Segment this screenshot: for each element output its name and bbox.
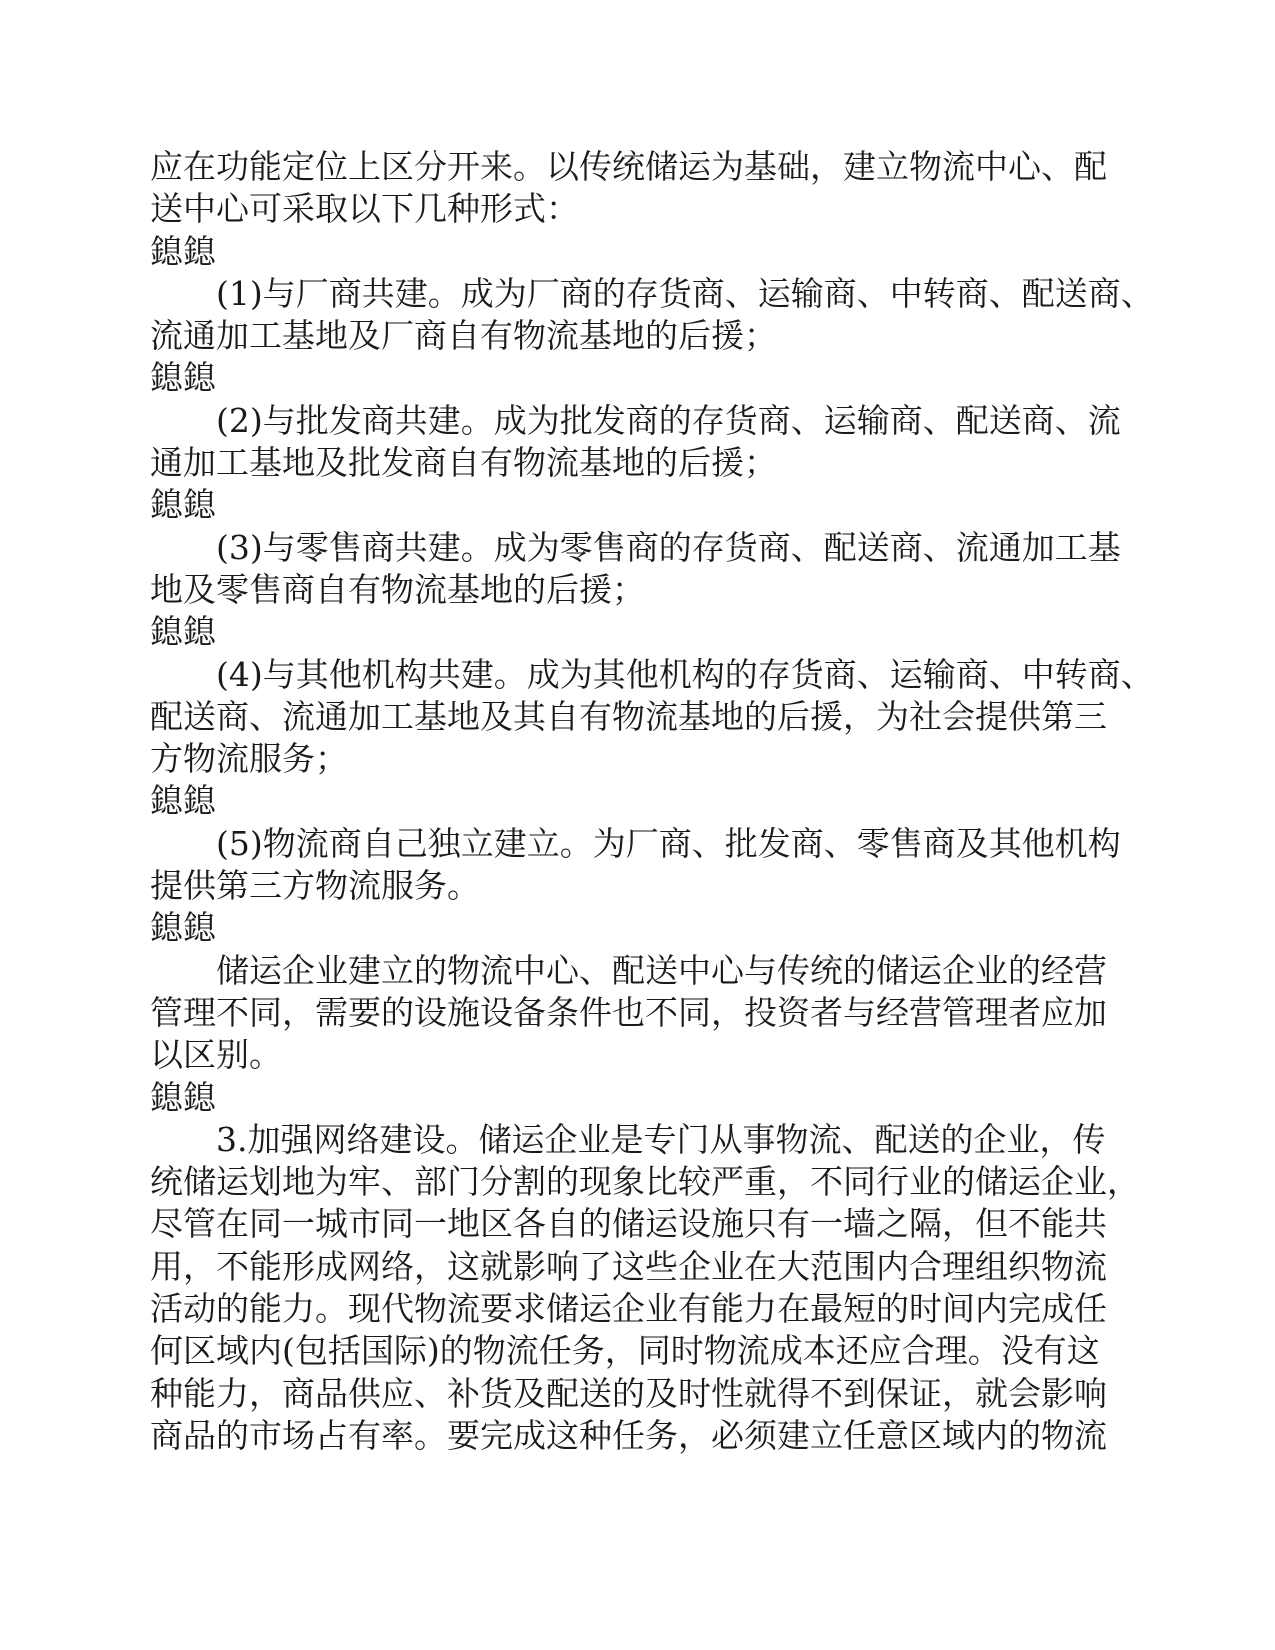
text-line: 应在功能定位上区分开来。以传统储运为基础，建立物流中心、配 bbox=[150, 147, 1107, 186]
text-line: 商品的市场占有率。要完成这种任务，必须建立任意区域内的物流 bbox=[150, 1415, 1107, 1455]
separator-line: 鎴鎴 bbox=[150, 1077, 216, 1117]
text-line: 种能力，商品供应、补货及配送的及时性就得不到保证，就会影响 bbox=[150, 1373, 1107, 1413]
separator-line: 鎴鎴 bbox=[150, 781, 216, 821]
text-line: 3.加强网络建设。储运企业是专门从事物流、配送的企业，传 bbox=[216, 1119, 1106, 1159]
separator-line: 鎴鎴 bbox=[150, 908, 216, 948]
text-line: 管理不同，需要的设施设备条件也不同，投资者与经营管理者应加 bbox=[150, 992, 1107, 1032]
text-line: (4)与其他机构共建。成为其他机构的存货商、运输商、中转商、 bbox=[216, 654, 1154, 694]
separator-line: 鎴鎴 bbox=[150, 485, 216, 525]
text-line: 地及零售商自有物流基地的后援； bbox=[150, 569, 645, 609]
text-line: 以区别。 bbox=[150, 1035, 282, 1075]
text-line: 何区域内(包括国际)的物流任务，同时物流成本还应合理。没有这 bbox=[150, 1331, 1100, 1371]
text-line: (3)与零售商共建。成为零售商的存货商、配送商、流通加工基 bbox=[216, 527, 1121, 567]
text-line: (1)与厂商共建。成为厂商的存货商、运输商、中转商、配送商、 bbox=[216, 273, 1154, 313]
text-line: (5)物流商自己独立建立。为厂商、批发商、零售商及其他机构 bbox=[216, 823, 1121, 863]
text-line: 流通加工基地及厂商自有物流基地的后援； bbox=[150, 316, 777, 356]
document-body bbox=[150, 146, 1154, 1457]
separator-line: 鎴鎴 bbox=[150, 358, 216, 398]
text-line: 通加工基地及批发商自有物流基地的后援； bbox=[150, 443, 777, 483]
separator-line: 鎴鎴 bbox=[150, 612, 216, 652]
text-line: 尽管在同一城市同一地区各自的储运设施只有一墙之隔，但不能共 bbox=[150, 1204, 1107, 1244]
text-line: 活动的能力。现代物流要求储运企业有能力在最短的时间内完成任 bbox=[150, 1289, 1107, 1329]
separator-line: 鎴鎴 bbox=[150, 231, 216, 271]
text-line: (2)与批发商共建。成为批发商的存货商、运输商、配送商、流 bbox=[216, 400, 1121, 440]
text-line: 方物流服务； bbox=[150, 739, 348, 779]
text-line: 用，不能形成网络，这就影响了这些企业在大范围内合理组织物流 bbox=[150, 1246, 1107, 1286]
text-line: 送中心可采取以下几种形式： bbox=[150, 189, 579, 229]
text-line: 配送商、流通加工基地及其自有物流基地的后援，为社会提供第三 bbox=[150, 696, 1107, 736]
text-line: 储运企业建立的物流中心、配送中心与传统的储运企业的经营 bbox=[216, 950, 1107, 990]
text-line: 统储运划地为牢、部门分割的现象比较严重，不同行业的储运企业， bbox=[150, 1162, 1140, 1202]
text-line: 提供第三方物流服务。 bbox=[150, 866, 480, 906]
